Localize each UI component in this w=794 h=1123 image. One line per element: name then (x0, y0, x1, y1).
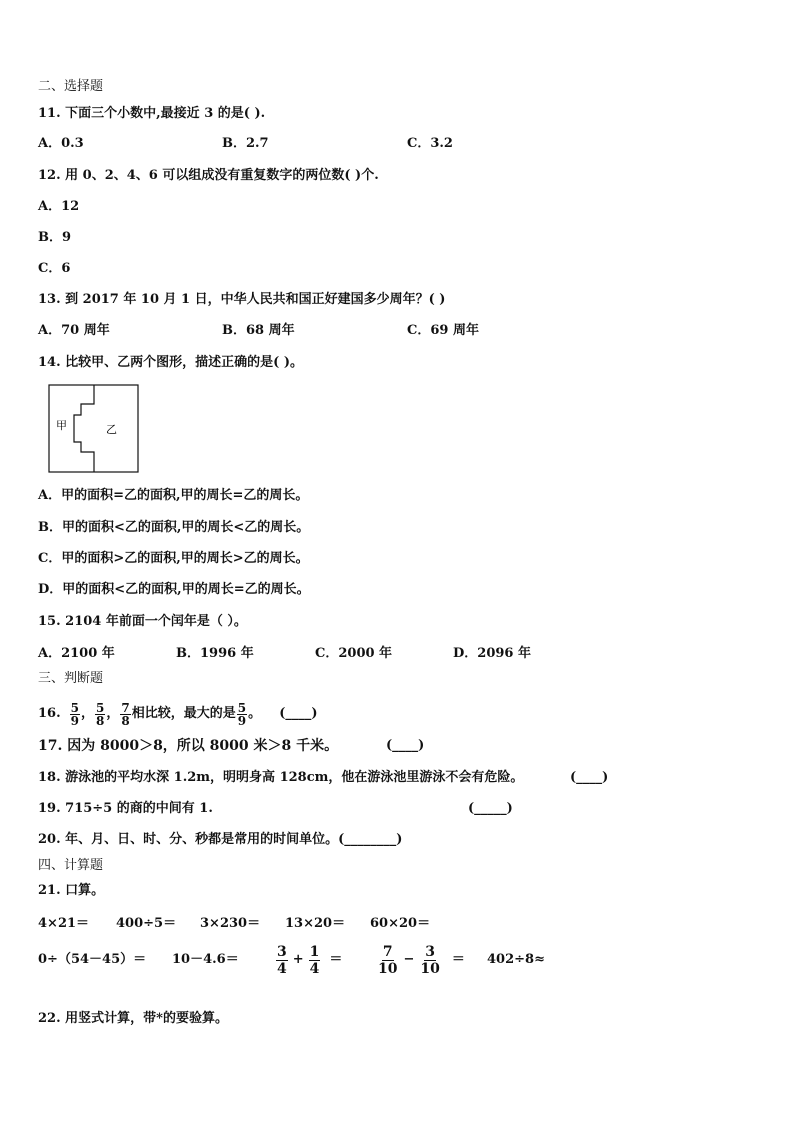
q11-option-a: A．0.3 (38, 136, 84, 151)
q21-item: 60×20＝ (370, 916, 431, 931)
question-16: 16. $\frac{5}{9}$ ， $\frac{5}{8}$ ， $\frac{7}{8}$ 相比较，最大的是 $\frac{5}{9}$ 。 (____) (38, 697, 318, 731)
question-20: 20. 年、月、日、时、分、秒都是常用的时间单位。(________) (38, 832, 403, 847)
q12-option-c: C．6 (38, 261, 71, 276)
q14-option-d: D．甲的面积<乙的面积,甲的周长=乙的周长。 (38, 582, 310, 597)
q21-item: 13×20＝ (285, 916, 346, 931)
q13-option-b: B．68 周年 (222, 323, 295, 338)
q21-item: 10－4.6＝ (172, 952, 239, 967)
q19-answer-blank: (_____) (468, 801, 513, 816)
q21-item: 400÷5＝ (116, 916, 177, 931)
q15-option-c: C．2000 年 (315, 646, 393, 661)
q16-fraction-3: $\frac{7}{8}$ (121, 700, 130, 728)
question-14: 14. 比较甲、乙两个图形，描述正确的是( )。 (38, 355, 303, 370)
q13-option-c: C．69 周年 (407, 323, 479, 338)
q17-answer-blank: (____) (386, 738, 425, 753)
question-13: 13. 到 2017 年 10 月 1 日，中华人民共和国正好建国多少周年？( ) (38, 292, 446, 307)
section-heading-choice: 二、选择题 (38, 79, 104, 94)
q15-option-b: B．1996 年 (176, 646, 254, 661)
q13-option-a: A．70 周年 (38, 323, 110, 338)
q16-answer-blank: 。 (____) (248, 706, 318, 721)
q16-number: 16. (38, 706, 61, 721)
section-heading-calculation: 四、计算题 (38, 858, 104, 873)
q14-option-b: B．甲的面积<乙的面积,甲的周长<乙的周长。 (38, 520, 310, 535)
q16-fraction-4: $\frac{5}{9}$ (237, 700, 247, 728)
q21-fraction-difference: $\frac{7}{10}$ − $\frac{3}{10}$ ＝ (378, 943, 465, 977)
q14-option-a: A．甲的面积=乙的面积,甲的周长=乙的周长。 (38, 488, 309, 503)
q15-option-a: A．2100 年 (38, 646, 115, 661)
q21-item: 3×230＝ (200, 916, 261, 931)
figure-divider-line (74, 385, 94, 472)
question-17: 17. 因为 8000＞8，所以 8000 米＞8 千米。 (38, 738, 339, 754)
question-19: 19. 715÷5 的商的中间有 1. (38, 801, 213, 816)
q21-item: 0÷（54－45）＝ (38, 952, 147, 967)
question-21: 21. 口算。 (38, 883, 105, 898)
question-15: 15. 2104 年前面一个闰年是（ ）。 (38, 614, 247, 629)
figure-label-jia: 甲 (56, 419, 67, 432)
q12-option-b: B．9 (38, 230, 72, 245)
question-22: 22. 用竖式计算，带*的要验算。 (38, 1011, 228, 1026)
q12-option-a: A．12 (38, 199, 80, 214)
question-11: 11. 下面三个小数中,最接近 3 的是( ). (38, 106, 266, 121)
q11-option-c: C．3.2 (407, 136, 453, 151)
question-18: 18. 游泳池的平均水深 1.2m，明明身高 128cm，他在游泳池里游泳不会有危险。 (38, 770, 524, 785)
q16-fraction-1: $\frac{5}{9}$ (70, 700, 79, 728)
section-heading-judgment: 三、判断题 (38, 671, 104, 686)
q15-option-d: D．2096 年 (453, 646, 531, 661)
q18-answer-blank: (____) (570, 770, 609, 785)
question-12: 12. 用 0、2、4、6 可以组成没有重复数字的两位数( )个. (38, 168, 379, 183)
figure-label-yi: 乙 (106, 423, 117, 436)
q21-fraction-sum: $\frac{3}{4}$ + $\frac{1}{4}$ ＝ (277, 943, 343, 977)
q14-figure (48, 384, 140, 474)
q21-item: 4×21＝ (38, 916, 90, 931)
q16-fraction-2: $\frac{5}{8}$ (96, 700, 105, 728)
q21-item: 402÷8≈ (487, 952, 545, 967)
q11-option-b: B．2.7 (222, 136, 269, 151)
q14-option-c: C．甲的面积>乙的面积,甲的周长>乙的周长。 (38, 551, 309, 566)
